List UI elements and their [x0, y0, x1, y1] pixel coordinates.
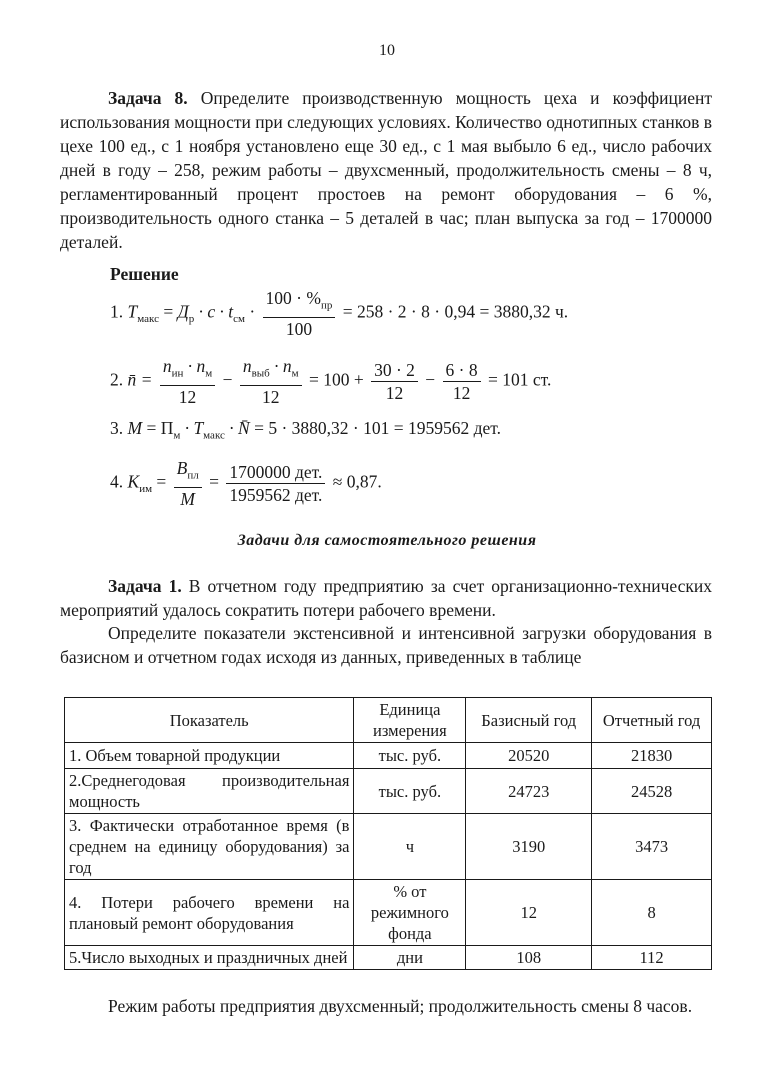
table-cell: тыс. руб.: [354, 743, 466, 769]
formula-1-fraction: $\frac{100 \cdot \%_{пр}}{100}$: [263, 288, 336, 339]
formula-2: 2. n̄ = $\frac{n_{ин} \cdot n_м}{12}$ − $\frac{n_{выб} \cdot n_м}{12}$ = 100 + $\frac{30 \cdot 2}{12}$ − $\frac{6 \cdot 8}{12}$ = 101 ст.: [110, 356, 552, 407]
table-cell: 1. Объем товарной продукции: [65, 743, 354, 769]
task1-text: В отчетном году предприятию за счет организационно-технических мероприятий удалось сократить потери рабочего времени.: [60, 576, 712, 620]
task8-label: Задача 8.: [108, 88, 188, 108]
table-row: [65, 880, 712, 946]
table-row: [65, 814, 712, 880]
self-tasks-heading: Задачи для самостоятельного решения: [237, 532, 537, 549]
table-cell: 24528: [592, 769, 712, 814]
task1-paragraph: [60, 574, 712, 622]
table-cell: 3473: [592, 814, 712, 880]
table-row: [65, 769, 712, 814]
formula-3: 3. $M = П_м \cdot T_{макс}$ · N̄ = 5 · 3880,32 · 101 = 1959562 дет.: [110, 418, 501, 442]
task1-label: Задача 1.: [108, 576, 182, 596]
table-header-cell: Единица измерения: [354, 698, 466, 743]
table-cell: дни: [354, 946, 466, 970]
table-cell: 4. Потери рабочего времени на плановый ремонт оборудования: [65, 880, 354, 946]
task8-paragraph: [60, 86, 712, 254]
table-cell: 2.Среднегодовая производительная мощность: [65, 769, 354, 814]
table-cell: 3. Фактически отработанное время (в среднем на единицу оборудования) за год: [65, 814, 354, 880]
formula-4: 4. $K_{им}$ = $\frac{B_{пл}}{M}$ = $\frac{\text{1700000 дет.}}{\text{1959562 дет.}}$ ≈ 0,87.: [110, 458, 382, 509]
table-cell: 108: [466, 946, 592, 970]
table-row: [65, 743, 712, 769]
table-cell: 20520: [466, 743, 592, 769]
formula-1: 1. $T_{макс} = Д_р \cdot c \cdot t_{см}$ · $\frac{100 \cdot \%_{пр}}{100}$ = 258 · 2 · 8 · 0,94 = 3880,32 ч.: [110, 288, 569, 339]
table-cell: 112: [592, 946, 712, 970]
table-header-cell: Показатель: [65, 698, 354, 743]
table-cell: 12: [466, 880, 592, 946]
table-row: [65, 946, 712, 970]
table-header-cell: Базисный год: [466, 698, 592, 743]
footer-paragraph: Режим работы предприятия двухсменный; продолжительность смены 8 часов.: [108, 996, 693, 1016]
data-table: [64, 697, 712, 970]
table-cell: 3190: [466, 814, 592, 880]
table-cell: тыс. руб.: [354, 769, 466, 814]
table-cell: 8: [592, 880, 712, 946]
table-cell: % от режимного фонда: [354, 880, 466, 946]
task1-paragraph-2: Определите показатели экстенсивной и интенсивной загрузки оборудования в базисном и отчетном годах исходя из данных, приведенных в таблице: [60, 623, 712, 667]
table-header-cell: Отчетный год: [592, 698, 712, 743]
table-cell: ч: [354, 814, 466, 880]
table-cell: 24723: [466, 769, 592, 814]
page-number: 10: [379, 42, 395, 59]
task8-text: Определите производственную мощность цеха и коэффициент использования мощности при следующих условиях. Количество однотипных станков в цехе 100 ед., с 1 ноября установлено еще 30 ед., с 1 мая выбыло 6 ед., число рабочих дней в году – 258, режим работы – двухсменный, продолжительность смены – 8 ч, регламентированный процент простоев на ремонт оборудования – 6 %, производительность одного станка – 5 деталей в час; план выпуска за год – 1700000 деталей.: [60, 88, 713, 252]
table-cell: 5.Число выходных и праздничных дней: [65, 946, 354, 970]
table-cell: 21830: [592, 743, 712, 769]
solution-heading: Решение: [110, 264, 179, 284]
table-header-row: [65, 698, 712, 743]
